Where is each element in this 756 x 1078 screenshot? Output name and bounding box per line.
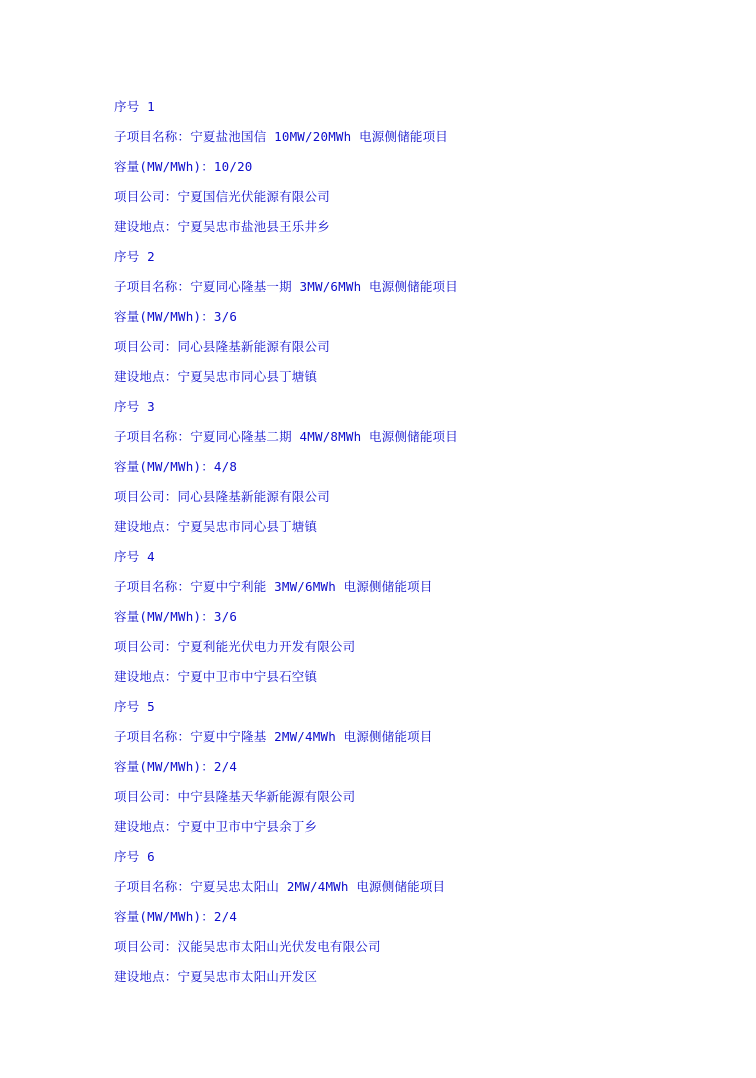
entry-project-name: 子项目名称：宁夏中宁隆基 2MW/4MWh 电源侧储能项目 bbox=[114, 729, 433, 744]
entry-location: 建设地点：宁夏吴忠市同心县丁塘镇 bbox=[114, 519, 318, 534]
document-body bbox=[114, 98, 734, 998]
entry-capacity: 容量(MW/MWh)：2/4 bbox=[114, 909, 238, 924]
entry-company: 项目公司：宁夏利能光伏电力开发有限公司 bbox=[114, 639, 356, 654]
entry-2 bbox=[114, 248, 734, 398]
entry-location: 建设地点：宁夏中卫市中宁县余丁乡 bbox=[114, 819, 318, 834]
entry-project-name: 子项目名称：宁夏同心隆基二期 4MW/8MWh 电源侧储能项目 bbox=[114, 429, 458, 444]
entry-project-name: 子项目名称：宁夏中宁利能 3MW/6MWh 电源侧储能项目 bbox=[114, 579, 433, 594]
entry-seq: 序号 2 bbox=[114, 249, 155, 264]
entry-location: 建设地点：宁夏吴忠市同心县丁塘镇 bbox=[114, 369, 318, 384]
entry-capacity: 容量(MW/MWh)：4/8 bbox=[114, 459, 238, 474]
entry-seq: 序号 4 bbox=[114, 549, 155, 564]
entry-3 bbox=[114, 398, 734, 548]
entry-1 bbox=[114, 98, 734, 248]
entry-company: 项目公司：宁夏国信光伏能源有限公司 bbox=[114, 189, 330, 204]
entry-capacity: 容量(MW/MWh)：3/6 bbox=[114, 609, 238, 624]
entry-4 bbox=[114, 548, 734, 698]
entry-capacity: 容量(MW/MWh)：3/6 bbox=[114, 309, 238, 324]
entry-seq: 序号 1 bbox=[114, 99, 155, 114]
entry-project-name: 子项目名称：宁夏盐池国信 10MW/20MWh 电源侧储能项目 bbox=[114, 129, 449, 144]
entry-project-name: 子项目名称：宁夏同心隆基一期 3MW/6MWh 电源侧储能项目 bbox=[114, 279, 458, 294]
entry-seq: 序号 5 bbox=[114, 699, 155, 714]
entry-5 bbox=[114, 698, 734, 848]
entry-company: 项目公司：汉能吴忠市太阳山光伏发电有限公司 bbox=[114, 939, 381, 954]
entry-capacity: 容量(MW/MWh)：2/4 bbox=[114, 759, 238, 774]
entry-project-name: 子项目名称：宁夏吴忠太阳山 2MW/4MWh 电源侧储能项目 bbox=[114, 879, 446, 894]
entry-location: 建设地点：宁夏吴忠市太阳山开发区 bbox=[114, 969, 318, 984]
entry-seq: 序号 3 bbox=[114, 399, 155, 414]
entry-capacity: 容量(MW/MWh)：10/20 bbox=[114, 159, 253, 174]
entry-location: 建设地点：宁夏吴忠市盐池县王乐井乡 bbox=[114, 219, 330, 234]
entry-seq: 序号 6 bbox=[114, 849, 155, 864]
entry-6 bbox=[114, 848, 734, 998]
entry-location: 建设地点：宁夏中卫市中宁县石空镇 bbox=[114, 669, 318, 684]
entry-company: 项目公司：同心县隆基新能源有限公司 bbox=[114, 339, 330, 354]
entry-company: 项目公司：中宁县隆基天华新能源有限公司 bbox=[114, 789, 356, 804]
entry-company: 项目公司：同心县隆基新能源有限公司 bbox=[114, 489, 330, 504]
